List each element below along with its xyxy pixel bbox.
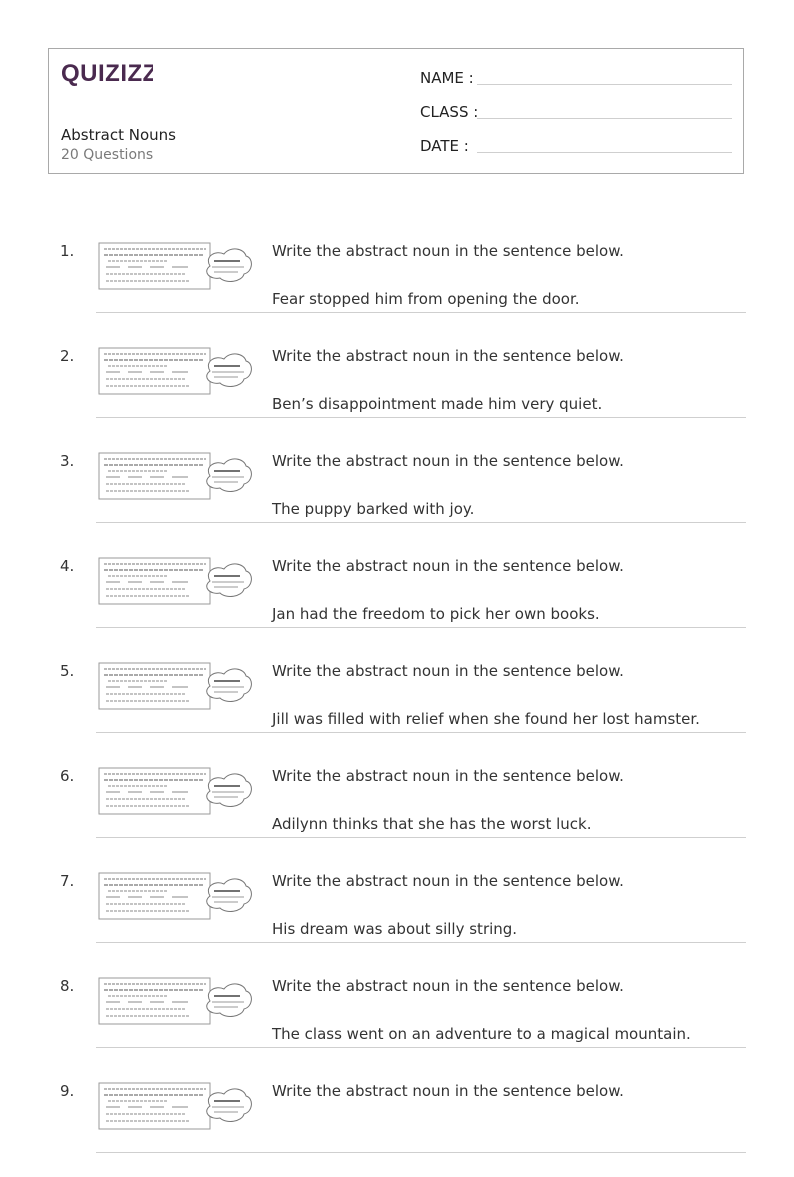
question-prompt: Write the abstract noun in the sentence below. (272, 452, 624, 470)
answer-line[interactable] (96, 942, 746, 943)
name-label: NAME : (420, 69, 474, 87)
date-label: DATE : (420, 137, 469, 155)
question-prompt: Write the abstract noun in the sentence below. (272, 872, 624, 890)
question-sentence: The class went on an adventure to a magical mountain. (272, 1025, 691, 1043)
question-prompt: Write the abstract noun in the sentence below. (272, 557, 624, 575)
question-sentence: Ben’s disappointment made him very quiet. (272, 395, 603, 413)
answer-line[interactable] (96, 732, 746, 733)
question-prompt: Write the abstract noun in the sentence below. (272, 767, 624, 785)
question-prompt: Write the abstract noun in the sentence below. (272, 347, 624, 365)
worksheet-header (48, 48, 744, 174)
worksheet-title: Abstract Nouns (61, 126, 176, 144)
question-image (98, 767, 252, 819)
question-item (0, 757, 794, 862)
question-sentence: Fear stopped him from opening the door. (272, 290, 580, 308)
question-prompt: Write the abstract noun in the sentence below. (272, 662, 624, 680)
question-number: 1. (60, 242, 75, 260)
question-sentence: The puppy barked with joy. (272, 500, 475, 518)
date-line (477, 152, 732, 153)
question-number: 8. (60, 977, 75, 995)
question-number: 7. (60, 872, 75, 890)
answer-line[interactable] (96, 1152, 746, 1153)
question-sentence: Jill was filled with relief when she found her lost hamster. (272, 710, 700, 728)
question-sentence: Jan had the freedom to pick her own books. (272, 605, 600, 623)
date-field[interactable] (420, 137, 476, 155)
question-sentence: His dream was about silly string. (272, 920, 518, 938)
question-number: 5. (60, 662, 75, 680)
name-field[interactable] (420, 69, 476, 87)
class-line (477, 118, 732, 119)
svg-text:QUIZIZZ: QUIZIZZ (61, 60, 153, 87)
question-item (0, 1072, 794, 1177)
question-count: 20 Questions (61, 147, 154, 163)
question-item (0, 652, 794, 757)
question-item (0, 337, 794, 442)
answer-line[interactable] (96, 522, 746, 523)
question-image (98, 347, 252, 399)
question-image (98, 977, 252, 1029)
question-number: 6. (60, 767, 75, 785)
quizizz-logo (61, 59, 153, 91)
question-item (0, 442, 794, 547)
answer-line[interactable] (96, 1047, 746, 1048)
question-image (98, 872, 252, 924)
question-image (98, 452, 252, 504)
class-field[interactable] (420, 103, 479, 121)
answer-line[interactable] (96, 312, 746, 313)
question-item (0, 232, 794, 337)
question-image (98, 662, 252, 714)
question-number: 3. (60, 452, 75, 470)
question-number: 2. (60, 347, 75, 365)
question-number: 9. (60, 1082, 75, 1100)
question-prompt: Write the abstract noun in the sentence below. (272, 1082, 624, 1100)
question-image (98, 242, 252, 294)
class-label: CLASS : (420, 103, 479, 121)
question-item (0, 862, 794, 967)
question-sentence: Adilynn thinks that she has the worst luck. (272, 815, 592, 833)
name-line (477, 84, 732, 85)
answer-line[interactable] (96, 417, 746, 418)
question-prompt: Write the abstract noun in the sentence below. (272, 242, 624, 260)
question-prompt: Write the abstract noun in the sentence below. (272, 977, 624, 995)
question-item (0, 967, 794, 1072)
question-number: 4. (60, 557, 75, 575)
question-image (98, 1082, 252, 1134)
answer-line[interactable] (96, 837, 746, 838)
question-item (0, 547, 794, 652)
answer-line[interactable] (96, 627, 746, 628)
question-image (98, 557, 252, 609)
